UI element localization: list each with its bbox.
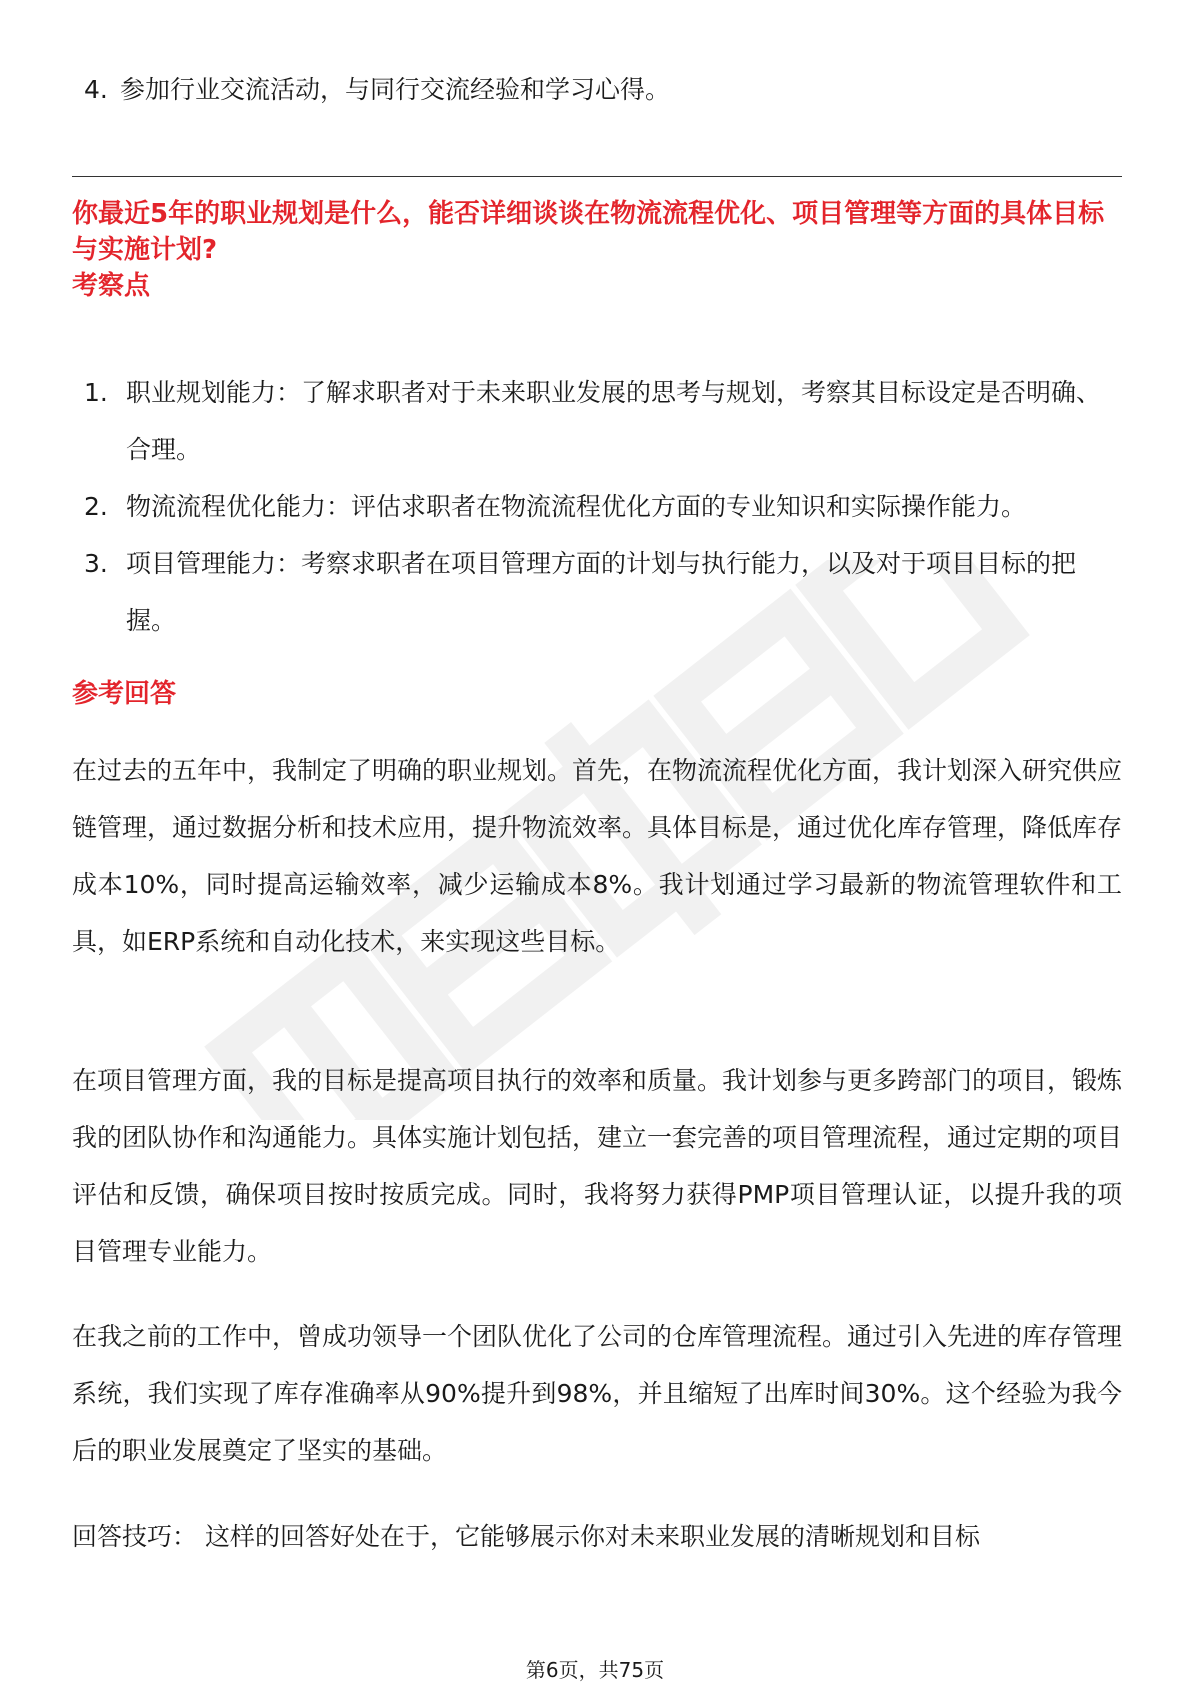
list-item-text: 职业规划能力：了解求职者对于未来职业发展的思考与规划，考察其目标设定是否明确、合理。	[126, 378, 1102, 464]
list-item-text: 物流流程优化能力：评估求职者在物流流程优化方面的专业知识和实际操作能力。	[126, 492, 1027, 521]
answer-paragraph: 在过去的五年中，我制定了明确的职业规划。首先，在物流流程优化方面，我计划深入研究供应链管理，通过数据分析和技术应用，提升物流效率。具体目标是，通过优化库存管理，降低库存成本10%，同时提高运输效率，减少运输成本8%。我计划通过学习最新的物流管理软件和工具，如ERP系统和自动化技术，来实现这些目标。	[72, 756, 1123, 956]
assessment-list	[84, 364, 1124, 649]
answer-paragraph: 在我之前的工作中，曾成功领导一个团队优化了公司的仓库管理流程。通过引入先进的库存管理系统，我们实现了库存准确率从90%提升到98%，并且缩短了出库时间30%。这个经验为我今后的职业发展奠定了坚实的基础。	[72, 1322, 1123, 1465]
page-number: 第6页，共75页	[525, 1658, 665, 1682]
section-divider	[72, 176, 1122, 177]
list-item-number: 2.	[84, 492, 108, 521]
list-item	[84, 364, 1124, 478]
assessment-heading: 考察点	[72, 271, 151, 301]
list-item	[84, 535, 1124, 649]
list-item-number: 4.	[84, 75, 108, 104]
answer-tips-paragraph: 回答技巧： 这样的回答好处在于，它能够展示你对未来职业发展的清晰规划和目标	[72, 1522, 980, 1551]
list-item-number: 1.	[84, 378, 108, 407]
list-item-text: 项目管理能力：考察求职者在项目管理方面的计划与执行能力，以及对于项目目标的把握。	[126, 549, 1077, 635]
list-item	[84, 478, 1124, 535]
answer-heading: 参考回答	[72, 679, 177, 709]
answer-paragraph: 在项目管理方面，我的目标是提高项目执行的效率和质量。我计划参与更多跨部门的项目，锻炼我的团队协作和沟通能力。具体实施计划包括，建立一套完善的项目管理流程，通过定期的项目评估和反馈，确保项目按时按质完成。同时，我将努力获得PMP项目管理认证，以提升我的项目管理专业能力。	[72, 1066, 1123, 1266]
list-item-number: 3.	[84, 549, 108, 578]
list-item-text: 参加行业交流活动，与同行交流经验和学习心得。	[120, 75, 671, 104]
previous-list-item	[84, 72, 670, 108]
question-heading: 你最近5年的职业规划是什么，能否详细谈谈在物流流程优化、项目管理等方面的具体目标与实施计划?	[72, 199, 1105, 265]
